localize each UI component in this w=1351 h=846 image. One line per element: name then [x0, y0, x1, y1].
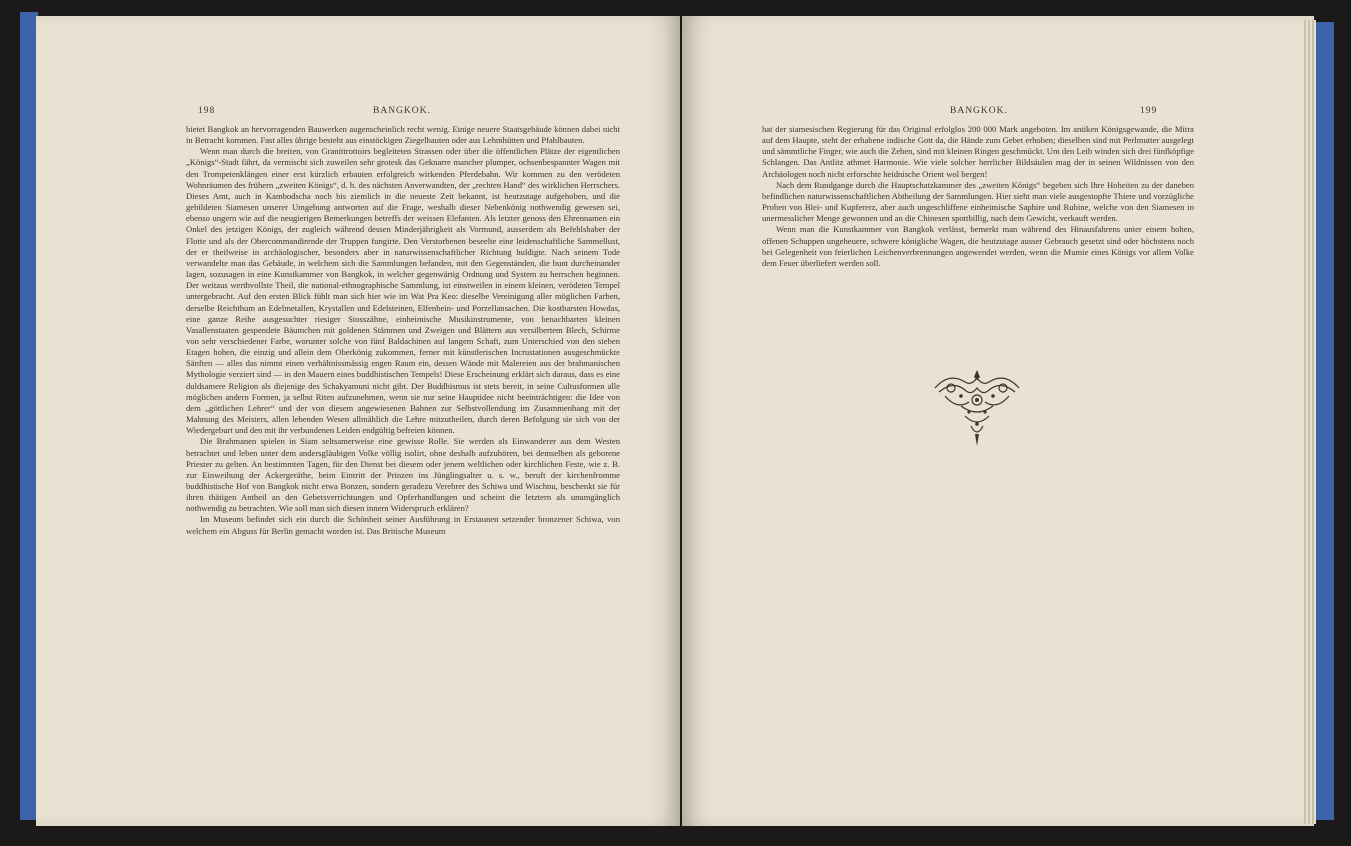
- paragraph: Die Brahmanen spielen in Siam seltsamerweise eine gewisse Rolle. Sie werden als Einwanderer aus dem Westen betrachtet und leben unter dem andersgläubigen Volke völlig isolirt, ohne deshalb aufzuhören, bei demselben als geborene Priester zu gelten. An bestimmten Tagen, für den Dienst bei diesem oder jenem weltlichen oder kirchlichen Feste, wie z. B. zur Einweihung der Ackergeräthe, beim Eintritt der Prinzen ins Jünglingsalter u. s. w., beruft der kirchenfromme buddhistische Hof von Bangkok nicht etwa Bonzen, sondern geradezu Verehrer des Schiwa und Wischnu, beschenkt sie für ihren thätigen Antheil an den Gebetsverrichtungen und Opferhandlungen und scheint die letztern als unumgänglich nothwendig zu betrachten. Wie soll man sich diesen innern Widerspruch erklären?: [186, 436, 620, 514]
- paragraph: bietet Bangkok an hervorragenden Bauwerken augenscheinlich recht wenig. Einige neuere Staatsgebäude können dabei nicht in Betracht kommen. Fast alles übrige besteht aus einstöckigen Ziegelbauten oder aus Lehmhütten und Pfahlbauten.: [186, 124, 620, 146]
- running-head-left: BANGKOK.: [373, 106, 431, 116]
- paragraph: Wenn man die Kunstkammer von Bangkok verlässt, bemerkt man während des Hinausfahrens unter einem hohen, offenen Schuppen ungeheuere, schwere königliche Wagen, die heutzutage ausser Gebrauch gesetzt sind oder höchstens noch bei Gelegenheit von feierlichen Leichenverbrennungen angewendet werden, wenn die Mumie eines Königs vor allem Volke dem Feuer überliefert werden soll.: [762, 224, 1194, 268]
- left-page: [36, 16, 680, 826]
- paragraph: Nach dem Rundgange durch die Hauptschatzkammer des „zweiten Königs“ begeben sich Ihre Hoheiten zu der daneben befindlichen naturwissenschaftlichen Abtheilung der Sammlungen. Hier sieht man viele ausgestopfte Thiere und vorzügliche Proben von Blei- und Kupfererz, aber auch ungeschliffene einheimische Saphire und Rubine, welche von den Siamesen in unermesslicher Menge gewonnen und an die Chinesen spottbillig, nach dem Gewicht, verkauft werden.: [762, 179, 1194, 224]
- paragraph: Wenn man durch die breiten, von Granittrottoirs begleiteten Strassen oder über die öffentlichen Plätze der eigentlichen „Königs“-Stadt fährt, da vermischt sich zuweilen sehr grotesk das Geknarre mancher plumper, ochsenbespannter Wagen mit den Trompetenklängen einer erst kürzlich erbauten erfolgreich wirkenden Pferdebahn. Wir kommen zu den verödeten Wohnräumen des frühern „zweiten Königs“, d. h. des nächsten Anverwandten, der „rechten Hand“ des wirklichen Herrschers. Dieses Amt, auch in Kambodscha noch bis ziemlich in die neueste Zeit bekannt, ist heutzutage aufgehoben, und die gebildeten Siamesen unserer Umgebung antworten auf die Frage, weshalb dieser Nebenkönig nothwendig gewesen sei, ebenso ungern wie auf die neugierigen Bemerkungen betreffs der weissen Elefanten. Als letzter genoss den Ehrennamen ein Onkel des jetzigen Königs, der zugleich während dessen Minderjährigkeit als Vormund, ausserdem als Befehlshaber der Flotte und als der Obercommandirende der Truppen fungirte. Den Verstorbenen beseelte eine leidenschaftliche Sammellust, der er theilweise in archäologischer, besonders aber in naturwissenschaftlicher Richtung huldigte. Nach seinem Tode verwandelte man das Gebäude, in welchem sich die Sammlungen befanden, mit den Gegenständen, die bunt durcheinander lagen, sozusagen in eine Kunstkammer von Bangkok, in welcher gegenwärtig Ordnung und System zu herrschen beginnen. Der weitaus werthvollste Theil, die national-ethnographische Sammlung, ist einstweilen in einem kleinen, verödeten Tempel untergebracht. Auf den ersten Blick fühlt man sich hier wie im Wat Pra Keo: dieselbe Vereinigung aller möglichen Farben, derselbe Reichthum an Edelmetallen, Krystallen und Edelsteinen, Elfenbein- und Porzellansachen. Die kostbarsten Howdas, eine ganze Reihe ausgesuchter riesiger Stosszähne, einheimische Musikinstrumente, von benachbarten kleinen Vasallenstaaten gespendete Bäumchen mit goldenen Stämmen und Zweigen und Blättern aus versilbertem Blech, Schirme von sehr verschiedener Farbe, worunter solche von fünf Baldachinen auf langem Schaft, zum Unterschied von den sieben Etagen hohen, die einzig und allein dem Oberkönig zukommen, ferner mit künstlerischen Incrustationen ausgeschmückte Sänften — alles das nimmt einen verhältnissmässig engen Raum ein, dessen Wände mit Malereien aus der brahmanischen Mythologie verziert sind — in den Mauern eines buddhistischen Tempels! Diese Erscheinung erklärt sich daraus, dass es eine duldsamere Religion als diejenige des Schakyamuni nicht gibt. Der Buddhismus ist stets bereit, in seine Cultusformen alle möglichen andern Formen, ja selbst Riten aufzunehmen, wenn sie nur seine Hauptidee nicht beeinträchtigen: die Idee von dem „göttlichen Lehrer“ und der von diesem angewiesenen Bahnen zur Selbstvollendung im Zusammenhang mit der Mahnung des Meisters, allen lebenden Wesen allmählich die Lehre mitzutheilen, durch deren Befolgung sie sich von der Wiedergeburt und den mit ihr verbundenen Leiden endgültig befreien können.: [186, 146, 620, 436]
- right-page: [682, 16, 1314, 826]
- left-text-column: [186, 124, 620, 537]
- paragraph: Im Museum befindet sich ein durch die Schönheit seiner Ausführung in Erstaunen setzender bronzener Schiwa, von welchem ein Abguss für Berlin gemacht worden ist. Das Britische Museum: [186, 514, 620, 536]
- page-edges: [1304, 20, 1316, 824]
- floral-ornament-icon: [931, 366, 1023, 452]
- right-text-column: [762, 124, 1194, 269]
- running-head-right: BANGKOK.: [950, 106, 1008, 116]
- page-number-left: 198: [198, 106, 216, 116]
- paragraph: hat der siamesischen Regierung für das Original erfolglos 200 000 Mark angeboten. Im antiken Königsgewande, die Mitra auf dem Haupte, steht der erhabene indische Gott da, die Hände zum Gebet erhoben; dieselben sind mit Perlmutter ausgelegt und sämmtliche Finger, wie auch die Zehen, sind mit kleinen Ringen geschmückt. Um den Leib winden sich drei fünfköpfige Schlangen. Das Antlitz athmet Harmonie. Wie viele solcher herrlicher Bildsäulen mag der in seinen Wildnissen von den Archäologen noch nicht erforschte heidnische Orient wol bergen!: [762, 124, 1194, 179]
- book-cover-spine-right: [1316, 22, 1334, 820]
- page-number-right: 199: [1140, 106, 1158, 116]
